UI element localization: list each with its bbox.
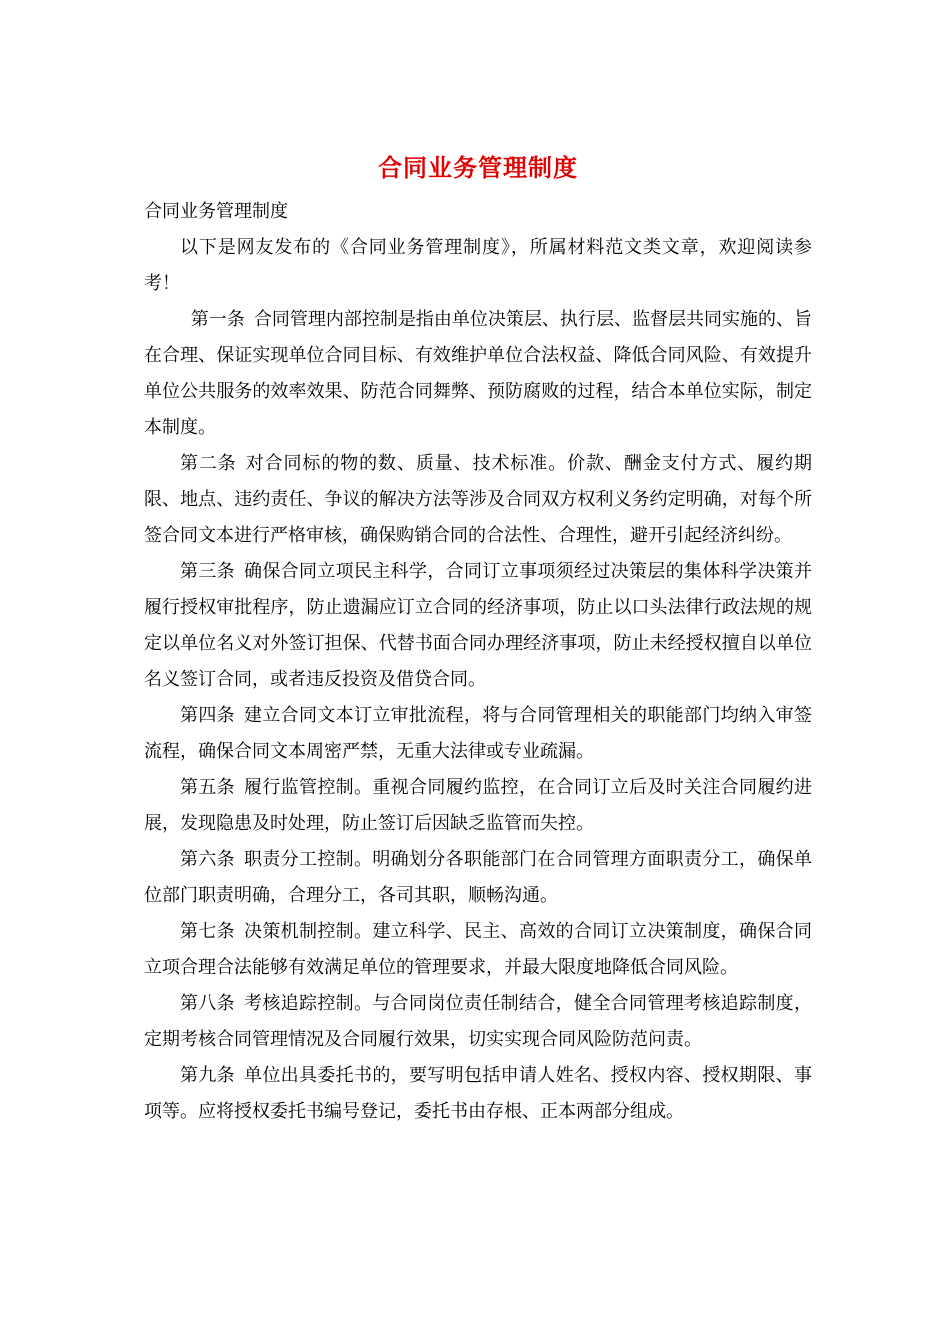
- article-label: 第四条: [180, 705, 235, 726]
- article-7: [144, 914, 812, 986]
- article-text: 决策机制控制。建立科学、民主、高效的合同订立决策制度，确保合同立项合理合法能够有效满足单位的管理要求，并最大限度地降低合同风险。: [144, 921, 812, 978]
- article-2: [144, 446, 812, 554]
- article-5: [144, 770, 812, 842]
- document-subtitle: 合同业务管理制度: [144, 201, 288, 222]
- article-label: 第六条: [180, 849, 235, 870]
- document-page: [144, 150, 812, 1130]
- article-text: 合同管理内部控制是指由单位决策层、执行层、监督层共同实施的、旨在合理、保证实现单位合同目标、有效维护单位合法权益、降低合同风险、有效提升单位公共服务的效率效果、防范合同舞弊、预防腐败的过程，结合本单位实际，制定本制度。: [144, 309, 813, 438]
- article-text: 履行监管控制。重视合同履约监控，在合同订立后及时关注合同履约进展，发现隐患及时处理，防止签订后因缺乏监管而失控。: [144, 777, 812, 834]
- document-title: 合同业务管理制度: [378, 153, 578, 182]
- article-label: 第七条: [180, 921, 235, 942]
- article-1: [144, 302, 812, 446]
- article-label: 第九条: [180, 1065, 235, 1086]
- article-label: 第五条: [180, 777, 235, 798]
- article-label: 第三条: [180, 561, 235, 582]
- article-9: [144, 1058, 812, 1130]
- article-text: 考核追踪控制。与合同岗位责任制结合，健全合同管理考核追踪制度，定期考核合同管理情况及合同履行效果，切实实现合同风险防范问责。: [144, 993, 812, 1050]
- article-label: 第二条: [180, 453, 237, 474]
- article-8: [144, 986, 812, 1058]
- article-text: 单位出具委托书的，要写明包括申请人姓名、授权内容、授权期限、事项等。应将授权委托书编号登记，委托书由存根、正本两部分组成。: [144, 1065, 812, 1122]
- article-4: [144, 698, 812, 770]
- article-label: 第八条: [180, 993, 235, 1014]
- article-text: 职责分工控制。明确划分各职能部门在合同管理方面职责分工，确保单位部门职责明确，合理分工，各司其职，顺畅沟通。: [144, 849, 812, 906]
- article-text: 对合同标的物的数、质量、技术标准。价款、酬金支付方式、履约期限、地点、违约责任、争议的解决方法等涉及合同双方权利义务约定明确，对每个所签合同文本进行严格审核，确保购销合同的合法性、合理性，避开引起经济纠纷。: [144, 453, 812, 546]
- article-label: 第一条: [190, 309, 245, 330]
- article-text: 建立合同文本订立审批流程，将与合同管理相关的职能部门均纳入审签流程，确保合同文本周密严禁，无重大法律或专业疏漏。: [144, 705, 812, 762]
- intro-paragraph: 以下是网友发布的《合同业务管理制度》，所属材料范文类文章，欢迎阅读参考！: [144, 237, 812, 294]
- article-text: 确保合同立项民主科学，合同订立事项须经过决策层的集体科学决策并履行授权审批程序，防止遗漏应订立合同的经济事项，防止以口头法律行政法规的规定以单位名义对外签订担保、代替书面合同办理经济事项，防止未经授权擅自以单位名义签订合同，或者违反投资及借贷合同。: [144, 561, 812, 690]
- article-3: [144, 554, 812, 698]
- article-6: [144, 842, 812, 914]
